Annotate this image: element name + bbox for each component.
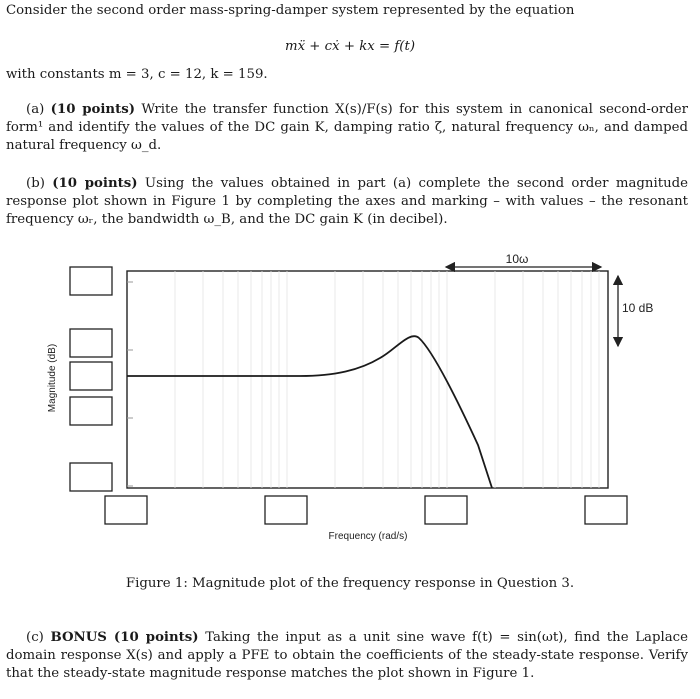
x-axis-label: Frequency (rad/s) bbox=[328, 531, 408, 542]
y-axis-answer-box[interactable] bbox=[70, 463, 112, 491]
constants-text: with constants m = 3, c = 12, k = 159. bbox=[6, 67, 268, 82]
part-c-label: (c) bbox=[26, 630, 44, 645]
x-axis-answer-box[interactable] bbox=[425, 496, 467, 524]
part-b bbox=[6, 175, 688, 229]
part-a-label: (a) bbox=[26, 102, 45, 117]
y-axis-answer-box[interactable] bbox=[70, 267, 112, 295]
part-b-text: Using the values obtained in part (a) complete the second order magnitude response plot shown in Figure 1 by completing the axes and marking – with values – the resonant frequency ωᵣ, the bandwidth ω_B, and the DC gain K (in decibel). bbox=[6, 176, 689, 227]
db-span-label: 10 dB bbox=[622, 301, 654, 315]
magnitude-plot-figure bbox=[0, 240, 700, 560]
part-c-text: Taking the input as a unit sine wave f(t) = sin(ωt), find the Laplace domain response X(s) and apply a PFE to obtain the coefficients of the steady-state response. Verify that the steady-state magnitude response matches the plot shown in Figure 1. bbox=[6, 630, 688, 681]
y-axis-answer-box[interactable] bbox=[70, 329, 112, 357]
equation: mẍ + cẋ + kx = f(t) bbox=[284, 39, 416, 54]
part-c bbox=[6, 629, 688, 683]
plot-frame bbox=[127, 271, 608, 488]
y-axis-label: Magnitude (dB) bbox=[47, 343, 58, 413]
part-a-points: (10 points) bbox=[50, 102, 135, 117]
part-b-label: (b) bbox=[26, 176, 45, 191]
y-axis-answer-box[interactable] bbox=[70, 362, 112, 390]
part-a-text: Write the transfer function X(s)/F(s) for this system in canonical second-order form¹ and identify the values of the DC gain K, damping ratio ζ, natural frequency ωₙ, and damped natural frequency ω_d. bbox=[6, 102, 689, 153]
part-c-points: BONUS (10 points) bbox=[50, 630, 199, 645]
decade-span-label: 10ω bbox=[505, 252, 529, 266]
x-axis-answer-box[interactable] bbox=[105, 496, 147, 524]
x-axis-answer-box[interactable] bbox=[265, 496, 307, 524]
part-a bbox=[6, 101, 688, 155]
part-b-points: (10 points) bbox=[52, 176, 138, 191]
x-axis-answer-box[interactable] bbox=[585, 496, 627, 524]
figure-caption: Figure 1: Magnitude plot of the frequency response in Question 3. bbox=[125, 576, 575, 591]
y-axis-answer-box[interactable] bbox=[70, 397, 112, 425]
intro-text: Consider the second order mass-spring-damper system represented by the equation bbox=[6, 3, 575, 18]
